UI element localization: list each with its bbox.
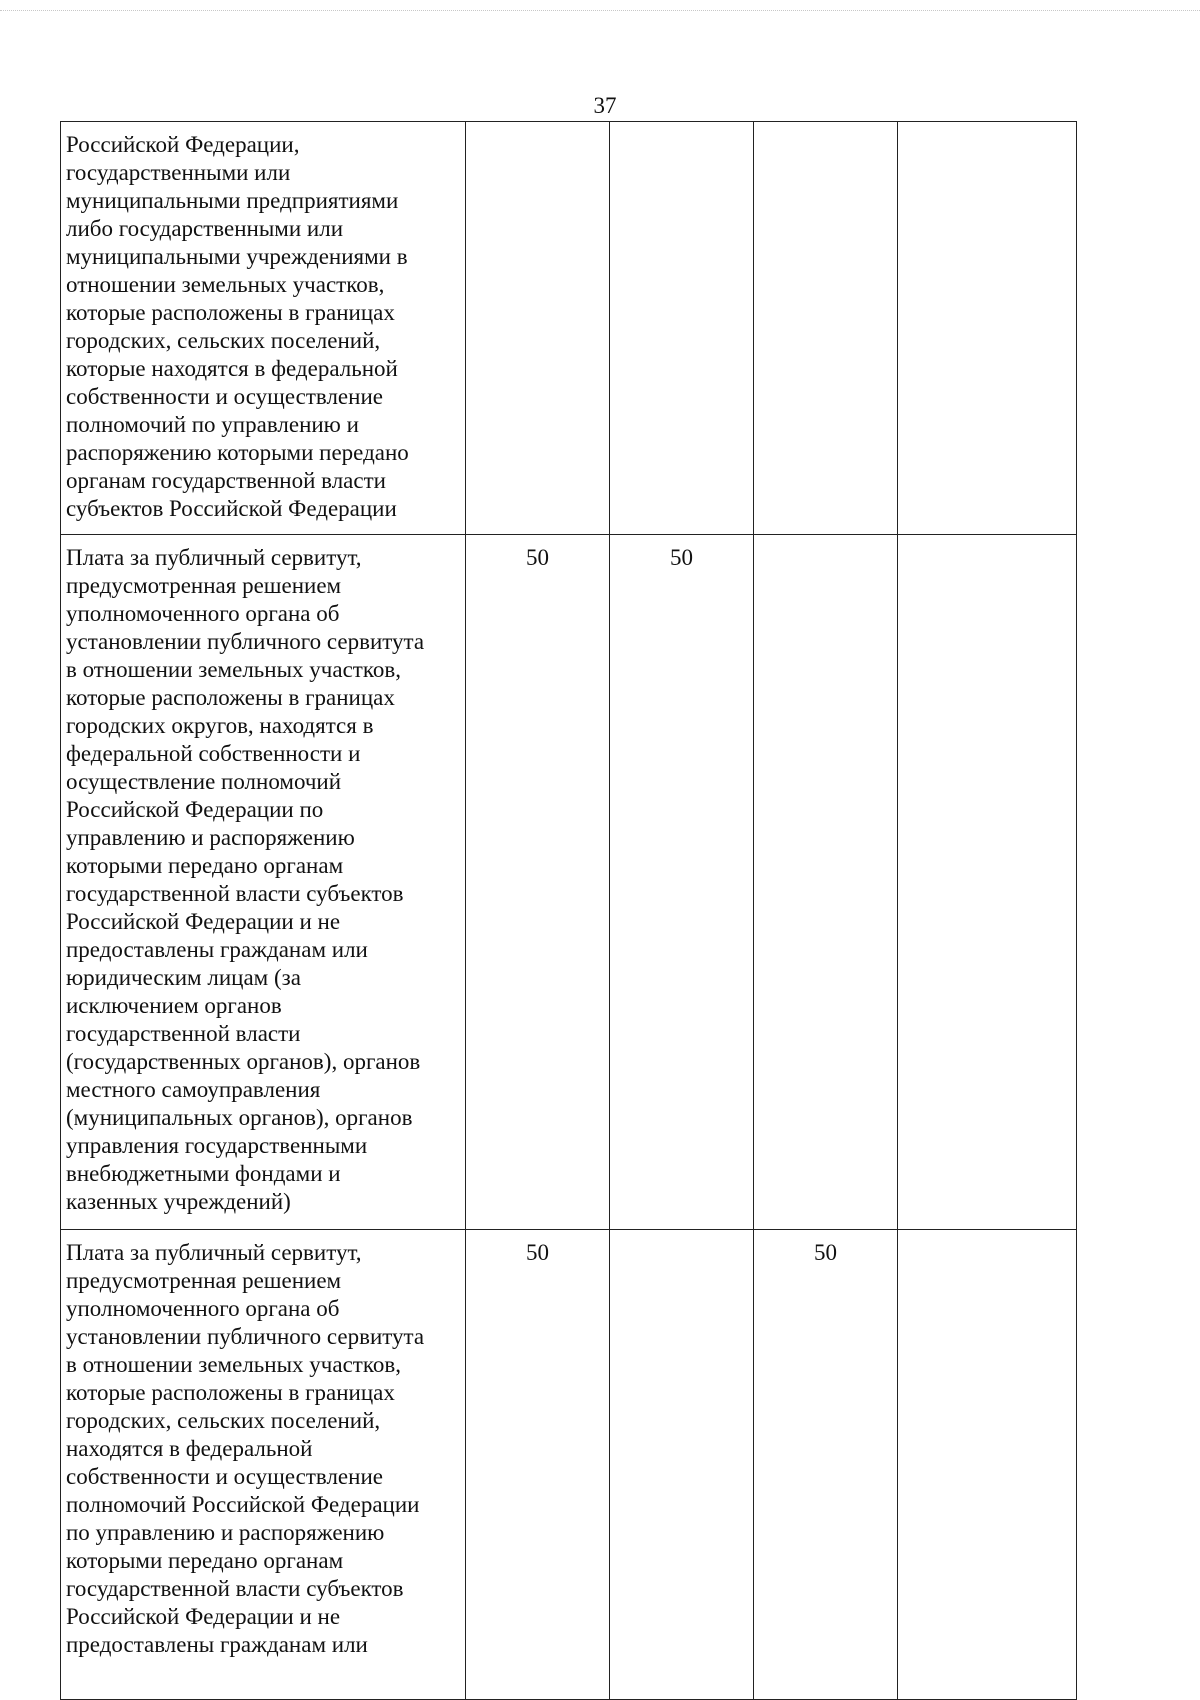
description-line: внебюджетными фондами и [66, 1161, 341, 1186]
value-cell-4 [898, 1230, 1077, 1700]
table-body [61, 122, 1077, 1700]
row-description [61, 122, 466, 535]
description-line: управлению и распоряжению [66, 825, 355, 850]
description-line: которые находятся в федеральной [66, 356, 398, 381]
description-line: городских округов, находятся в [66, 713, 374, 738]
description-line: предоставлены гражданам или [66, 937, 368, 962]
description-line: (государственных органов), органов [66, 1049, 421, 1074]
description-line: осуществление полномочий [66, 769, 342, 794]
table-row [61, 535, 1077, 1230]
table-row [61, 1230, 1077, 1700]
description-line: предусмотренная решением [66, 1268, 342, 1293]
description-line: государственной власти субъектов [66, 1576, 404, 1601]
description-line: государственными или [66, 160, 291, 185]
value-cell-1: 50 [466, 1230, 610, 1700]
description-line: либо государственными или [66, 216, 344, 241]
value-cell-4 [898, 122, 1077, 535]
description-line: городских, сельских поселений, [66, 1408, 381, 1433]
description-line: собственности и осуществление [66, 1464, 383, 1489]
description-line: Российской Федерации и не [66, 1604, 341, 1629]
value-cell-4 [898, 535, 1077, 1230]
description-line: субъектов Российской Федерации [66, 496, 397, 521]
description-line: муниципальными предприятиями [66, 188, 399, 213]
description-line: предоставлены гражданам или [66, 1632, 368, 1657]
description-line: местного самоуправления [66, 1077, 321, 1102]
row-description [61, 535, 466, 1230]
description-line: по управлению и распоряжению [66, 1520, 385, 1545]
description-line: установлении публичного сервитута [66, 1324, 425, 1349]
description-line: в отношении земельных участков, [66, 1352, 401, 1377]
description-line: Плата за публичный сервитут, [66, 545, 362, 570]
description-line: управления государственными [66, 1133, 368, 1158]
description-line: собственности и осуществление [66, 384, 383, 409]
description-line: распоряжению которыми передано [66, 440, 409, 465]
description-line: установлении публичного сервитута [66, 629, 425, 654]
description-line: (муниципальных органов), органов [66, 1105, 413, 1130]
revenue-table [60, 121, 1077, 1700]
value-cell-1: 50 [466, 535, 610, 1230]
description-line: федеральной собственности и [66, 741, 361, 766]
description-line: государственной власти субъектов [66, 881, 404, 906]
scan-edge-line [0, 10, 1200, 11]
description-line: государственной власти [66, 1021, 301, 1046]
description-line: полномочий Российской Федерации [66, 1492, 420, 1517]
description-line: в отношении земельных участков, [66, 657, 401, 682]
description-line: Российской Федерации по [66, 797, 324, 822]
value-cell-2: 50 [610, 535, 754, 1230]
description-line: которые расположены в границах [66, 685, 395, 710]
description-line: исключением органов [66, 993, 282, 1018]
description-line: предусмотренная решением [66, 573, 342, 598]
page-number: 37 [593, 93, 617, 118]
description-line: Российской Федерации и не [66, 909, 341, 934]
description-line: органам государственной власти [66, 468, 386, 493]
description-line: которые расположены в границах [66, 300, 395, 325]
value-cell-3 [754, 535, 898, 1230]
description-line: казенных учреждений) [66, 1189, 291, 1214]
description-line: полномочий по управлению и [66, 412, 359, 437]
description-line: отношении земельных участков, [66, 272, 385, 297]
description-line: которыми передано органам [66, 1548, 344, 1573]
description-line: Плата за публичный сервитут, [66, 1240, 362, 1265]
description-line: которыми передано органам [66, 853, 344, 878]
description-line: уполномоченного органа об [66, 601, 340, 626]
table-row [61, 122, 1077, 535]
value-cell-3 [754, 122, 898, 535]
row-description [61, 1230, 466, 1700]
description-line: муниципальными учреждениями в [66, 244, 408, 269]
description-line: юридическим лицам (за [66, 965, 301, 990]
value-cell-1 [466, 122, 610, 535]
description-line: которые расположены в границах [66, 1380, 395, 1405]
value-cell-2 [610, 1230, 754, 1700]
description-line: Российской Федерации, [66, 132, 300, 157]
value-cell-2 [610, 122, 754, 535]
value-cell-3: 50 [754, 1230, 898, 1700]
description-line: городских, сельских поселений, [66, 328, 381, 353]
description-line: уполномоченного органа об [66, 1296, 340, 1321]
description-line: находятся в федеральной [66, 1436, 313, 1461]
